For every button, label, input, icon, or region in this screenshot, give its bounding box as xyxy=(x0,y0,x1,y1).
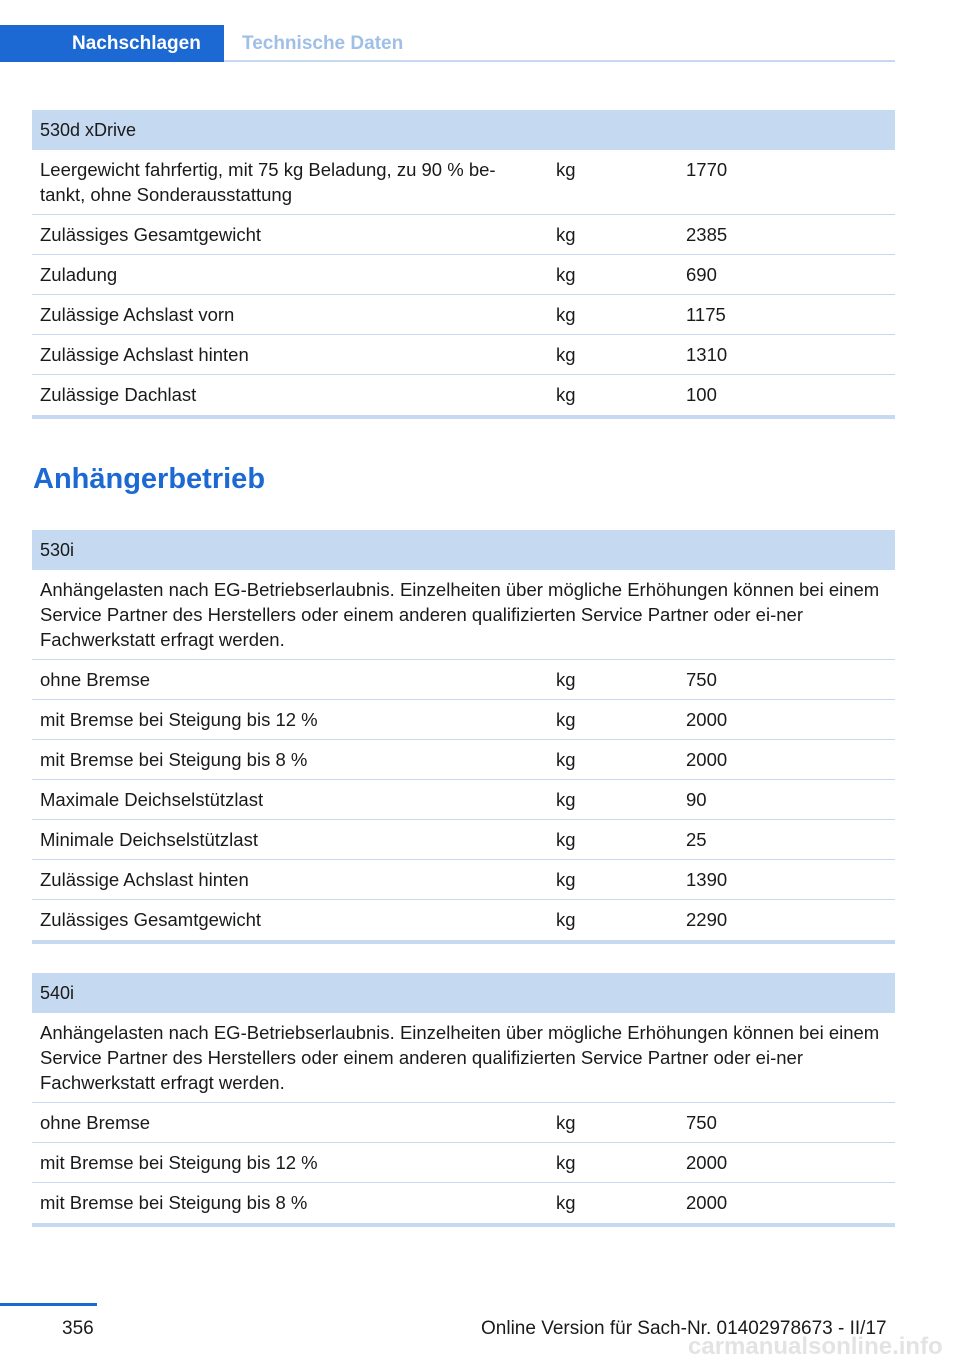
row-value: 2385 xyxy=(686,224,728,245)
row-label: mit Bremse bei Steigung bis 12 % xyxy=(40,709,318,730)
row-value: 90 xyxy=(686,789,707,810)
row-unit: kg xyxy=(556,829,576,850)
row-value: 2000 xyxy=(686,1152,728,1173)
table-note-row xyxy=(32,1013,895,1103)
row-unit: kg xyxy=(556,789,576,810)
tab-nachschlagen[interactable]: Nachschlagen xyxy=(0,25,224,62)
row-unit: kg xyxy=(556,869,576,890)
row-value: 1310 xyxy=(686,344,728,365)
table-row xyxy=(32,335,895,375)
table-note-row xyxy=(32,570,895,660)
row-label: Zulässiges Gesamtgewicht xyxy=(40,224,262,245)
table-row xyxy=(32,1143,895,1183)
table-header: 540i xyxy=(32,973,895,1013)
row-label: Zulässige Achslast vorn xyxy=(40,304,235,325)
row-label: ohne Bremse xyxy=(40,669,151,690)
row-value: 2290 xyxy=(686,909,728,930)
row-unit: kg xyxy=(556,159,576,180)
table-row xyxy=(32,1183,895,1223)
row-unit: kg xyxy=(556,264,576,285)
table-row xyxy=(32,660,895,700)
page-number: 356 xyxy=(62,1318,94,1339)
table-row xyxy=(32,860,895,900)
row-label: Zulässiges Gesamtgewicht xyxy=(40,909,262,930)
table-header: 530d xDrive xyxy=(32,110,895,150)
tab-technische-daten[interactable]: Technische Daten xyxy=(242,33,404,54)
table-note: Anhängelasten nach EG-Betriebserlaubnis. Einzelheiten über mögliche Erhöhungen können bei einem Service Partner des Herstellers oder einem anderen qualifizierten Service Partner oder ei-ner Fachwerkstatt erfragt werden. xyxy=(40,1022,880,1093)
table-header: 530i xyxy=(32,530,895,570)
row-label: mit Bremse bei Steigung bis 8 % xyxy=(40,749,308,770)
row-value: 750 xyxy=(686,1112,717,1133)
watermark: carmanualsonline.info xyxy=(688,1333,943,1360)
row-label: Zulässige Achslast hinten xyxy=(40,869,249,890)
row-unit: kg xyxy=(556,224,576,245)
section-title: Anhängerbetrieb xyxy=(33,463,266,495)
table-row xyxy=(32,900,895,940)
table-note: Anhängelasten nach EG-Betriebserlaubnis. Einzelheiten über mögliche Erhöhungen können bei einem Service Partner des Herstellers oder einem anderen qualifizierten Service Partner oder ei-ner Fachwerkstatt erfragt werden. xyxy=(40,579,880,650)
row-unit: kg xyxy=(556,749,576,770)
footer-accent-line xyxy=(0,1303,97,1306)
row-label: mit Bremse bei Steigung bis 12 % xyxy=(40,1152,318,1173)
table-row xyxy=(32,375,895,415)
header-tabs xyxy=(0,25,895,62)
row-label: Zulässige Achslast hinten xyxy=(40,344,249,365)
row-label: Minimale Deichselstützlast xyxy=(40,829,258,850)
table-row xyxy=(32,215,895,255)
row-unit: kg xyxy=(556,1152,576,1173)
row-value: 1390 xyxy=(686,869,728,890)
row-value: 25 xyxy=(686,829,707,850)
table-row xyxy=(32,780,895,820)
row-unit: kg xyxy=(556,1192,576,1213)
row-label: mit Bremse bei Steigung bis 8 % xyxy=(40,1192,308,1213)
row-label: Zulässige Dachlast xyxy=(40,384,197,405)
row-unit: kg xyxy=(556,1112,576,1133)
row-label: Zuladung xyxy=(40,264,118,285)
table-row xyxy=(32,820,895,860)
table-row xyxy=(32,150,895,215)
row-value: 690 xyxy=(686,264,717,285)
row-label: Maximale Deichselstützlast xyxy=(40,789,264,810)
row-unit: kg xyxy=(556,384,576,405)
row-unit: kg xyxy=(556,909,576,930)
table-row xyxy=(32,700,895,740)
row-value: 1770 xyxy=(686,159,728,180)
row-value: 1175 xyxy=(686,304,726,325)
table-row xyxy=(32,1103,895,1143)
online-version-text: Online Version für Sach-Nr. 01402978673 - II/17 xyxy=(481,1318,887,1339)
row-value: 750 xyxy=(686,669,717,690)
table-530d-xdrive xyxy=(32,110,895,419)
table-530i xyxy=(32,530,895,944)
table-row xyxy=(32,295,895,335)
row-value: 2000 xyxy=(686,749,728,770)
row-value: 2000 xyxy=(686,1192,728,1213)
row-label: ohne Bremse xyxy=(40,1112,151,1133)
row-value: 2000 xyxy=(686,709,728,730)
row-value: 100 xyxy=(686,384,717,405)
table-row xyxy=(32,740,895,780)
row-label: Leergewicht fahrfertig, mit 75 kg Beladung, zu 90 % be- tankt, ohne Sonderausstattung xyxy=(40,159,496,205)
row-unit: kg xyxy=(556,709,576,730)
row-unit: kg xyxy=(556,669,576,690)
row-unit: kg xyxy=(556,304,576,325)
table-row xyxy=(32,255,895,295)
row-unit: kg xyxy=(556,344,576,365)
table-540i xyxy=(32,973,895,1227)
